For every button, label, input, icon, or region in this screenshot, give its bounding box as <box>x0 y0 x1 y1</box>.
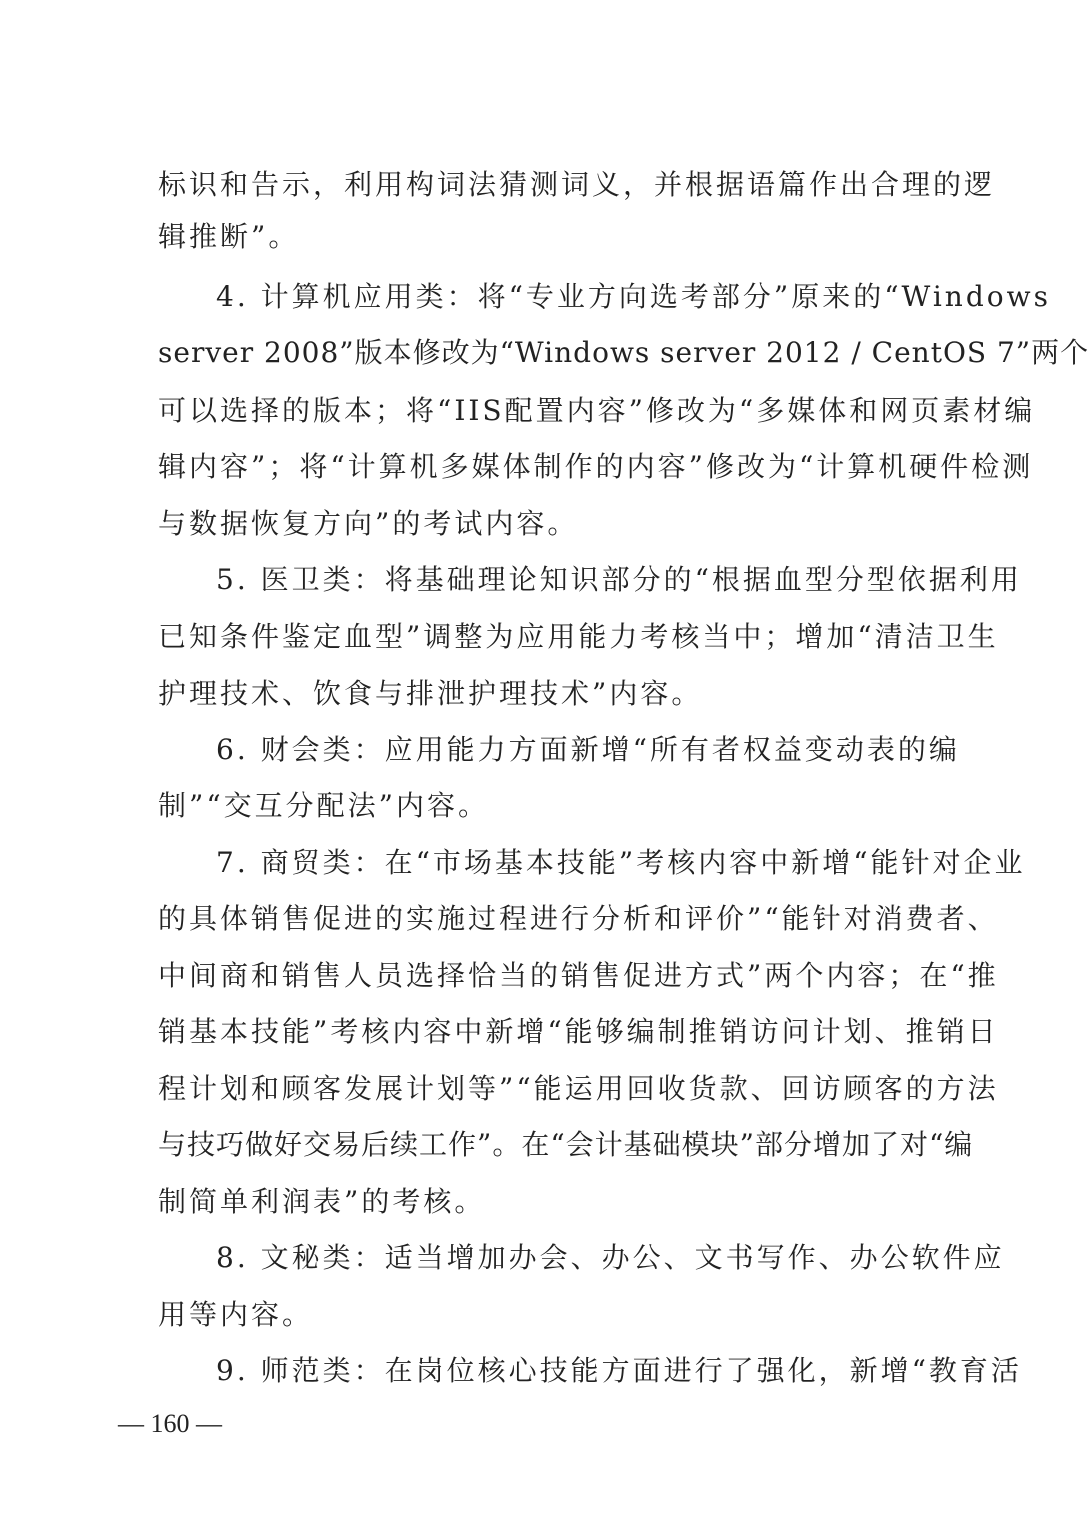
text-line: 8. 文秘类：适当增加办会、办公、文书写作、办公软件应 <box>216 1241 1005 1274</box>
text-line: 可以选择的版本；将“IIS配置内容”修改为“多媒体和网页素材编 <box>158 394 1036 427</box>
page-number: — 160 — <box>118 1409 222 1438</box>
text-line: 中间商和销售人员选择恰当的销售促进方式”两个内容；在“推 <box>158 959 999 992</box>
text-line: 程计划和顾客发展计划等”“能运用回收货款、回访顾客的方法 <box>158 1072 999 1105</box>
text-line: 5. 医卫类：将基础理论知识部分的“根据血型分型依据利用 <box>216 563 1022 596</box>
text-line: 销基本技能”考核内容中新增“能够编制推销访问计划、推销日 <box>158 1015 999 1048</box>
text-line: 制简单利润表”的考核。 <box>158 1185 486 1218</box>
text-line: server 2008”版本修改为“Windows server 2012 / CentOS 7”两个 <box>158 336 1089 369</box>
text-line: 护理技术、饮食与排泄护理技术”内容。 <box>158 677 703 710</box>
text-line: 7. 商贸类：在“市场基本技能”考核内容中新增“能针对企业 <box>216 846 1026 879</box>
text-line: 制”“交互分配法”内容。 <box>158 789 489 822</box>
text-line: 与技巧做好交易后续工作”。在“会计基础模块”部分增加了对“编 <box>158 1128 974 1161</box>
text-line: 9. 师范类：在岗位核心技能方面进行了强化，新增“教育活 <box>216 1354 1022 1387</box>
text-line: 与数据恢复方向”的考试内容。 <box>158 507 579 540</box>
text-line: 辑内容”；将“计算机多媒体制作的内容”修改为“计算机硬件检测 <box>158 450 1034 483</box>
text-line: 的具体销售促进的实施过程进行分析和评价”“能针对消费者、 <box>158 902 999 935</box>
text-line: 用等内容。 <box>158 1298 314 1331</box>
text-line: 6. 财会类：应用能力方面新增“所有者权益变动表的编 <box>216 733 960 766</box>
text-line: 4. 计算机应用类：将“专业方向选考部分”原来的“Windows <box>216 280 1051 313</box>
text-line: 标识和告示，利用构词法猜测词义，并根据语篇作出合理的逻 <box>158 168 996 201</box>
text-line: 已知条件鉴定血型”调整为应用能力考核当中；增加“清洁卫生 <box>158 620 999 653</box>
text-line: 辑推断”。 <box>158 220 300 253</box>
